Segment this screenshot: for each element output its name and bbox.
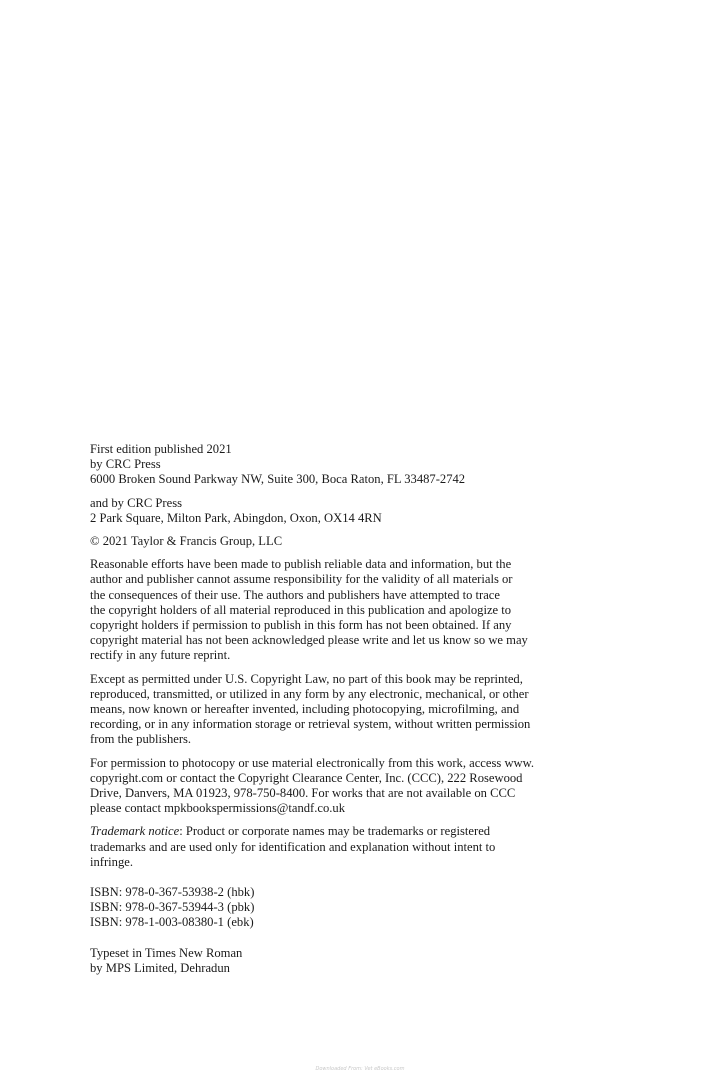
edition-line: First edition published 2021 bbox=[90, 442, 232, 456]
publisher-address: 6000 Broken Sound Parkway NW, Suite 300, Boca Raton, FL 33487-2742 bbox=[90, 472, 466, 487]
disclaimer-line: copyright holders if permission to publish in this form has not been obtained. If any bbox=[90, 618, 512, 633]
disclaimer-line: the copyright holders of all material reproduced in this publication and apologize to bbox=[90, 602, 512, 617]
copyright-page-body bbox=[90, 442, 570, 984]
disclaimer-line: the consequences of their use. The authors and publishers have attempted to trace bbox=[90, 587, 500, 602]
permission-line: means, now known or hereafter invented, including photocopying, microfilming, and bbox=[90, 702, 520, 717]
permission-line: from the publishers. bbox=[90, 732, 192, 747]
permission-line: reproduced, transmitted, or utilized in any form by any electronic, mechanical, or other bbox=[90, 686, 529, 701]
disclaimer-line: copyright material has not been acknowledged please write and let us know so we may bbox=[90, 633, 528, 648]
trademark-line: trademarks and are used only for identification and explanation without intent to bbox=[90, 839, 496, 854]
copyright-line: © 2021 Taylor & Francis Group, LLC bbox=[90, 534, 283, 549]
disclaimer-line: author and publisher cannot assume responsibility for the validity of all materials or bbox=[90, 572, 513, 587]
permission-line: Except as permitted under U.S. Copyright Law, no part of this book may be reprinted, bbox=[90, 671, 523, 686]
trademark-text: : Product or corporate names may be trademarks or registered bbox=[179, 824, 491, 839]
footer-watermark: Downloaded From: Vet eBooks.com bbox=[315, 1066, 405, 1072]
permission-paragraph bbox=[90, 672, 570, 748]
photocopy-line: copyright.com or contact the Copyright Clearance Center, Inc. (CCC), 222 Rosewood bbox=[90, 770, 523, 785]
isbn-hbk: ISBN: 978-0-367-53938-2 (hbk) bbox=[90, 885, 255, 900]
isbn-block bbox=[90, 885, 570, 931]
photocopy-line: Drive, Danvers, MA 01923, 978-750-8400. For works that are not available on CCC bbox=[90, 786, 516, 801]
trademark-line bbox=[90, 824, 570, 839]
second-publisher-address: 2 Park Square, Milton Park, Abingdon, Oxon, OX14 4RN bbox=[90, 510, 382, 525]
disclaimer-paragraph bbox=[90, 557, 570, 663]
typeset-block bbox=[90, 946, 570, 976]
permission-line: recording, or in any information storage or retrieval system, without written permission bbox=[90, 717, 531, 732]
photocopy-line: For permission to photocopy or use material electronically from this work, access www. bbox=[90, 755, 535, 770]
photocopy-paragraph bbox=[90, 756, 570, 817]
trademark-paragraph bbox=[90, 824, 570, 870]
trademark-label: Trademark notice bbox=[90, 824, 180, 839]
typeset-line: Typeset in Times New Roman bbox=[90, 945, 243, 960]
edition-block bbox=[90, 442, 570, 488]
isbn-pbk: ISBN: 978-0-367-53944-3 (pbk) bbox=[90, 900, 255, 915]
isbn-ebk: ISBN: 978-1-003-08380-1 (ebk) bbox=[90, 915, 254, 930]
disclaimer-line: rectify in any future reprint. bbox=[90, 648, 231, 663]
photocopy-line: please contact mpkbookspermissions@tandf.co.uk bbox=[90, 801, 346, 816]
second-publisher-block bbox=[90, 496, 570, 526]
publisher-line: by CRC Press bbox=[90, 457, 161, 472]
copyright-block bbox=[90, 534, 570, 549]
typesetter-line: by MPS Limited, Dehradun bbox=[90, 960, 230, 975]
disclaimer-line: Reasonable efforts have been made to publish reliable data and information, but the bbox=[90, 557, 512, 572]
trademark-line: infringe. bbox=[90, 854, 134, 869]
second-publisher-line: and by CRC Press bbox=[90, 495, 183, 510]
